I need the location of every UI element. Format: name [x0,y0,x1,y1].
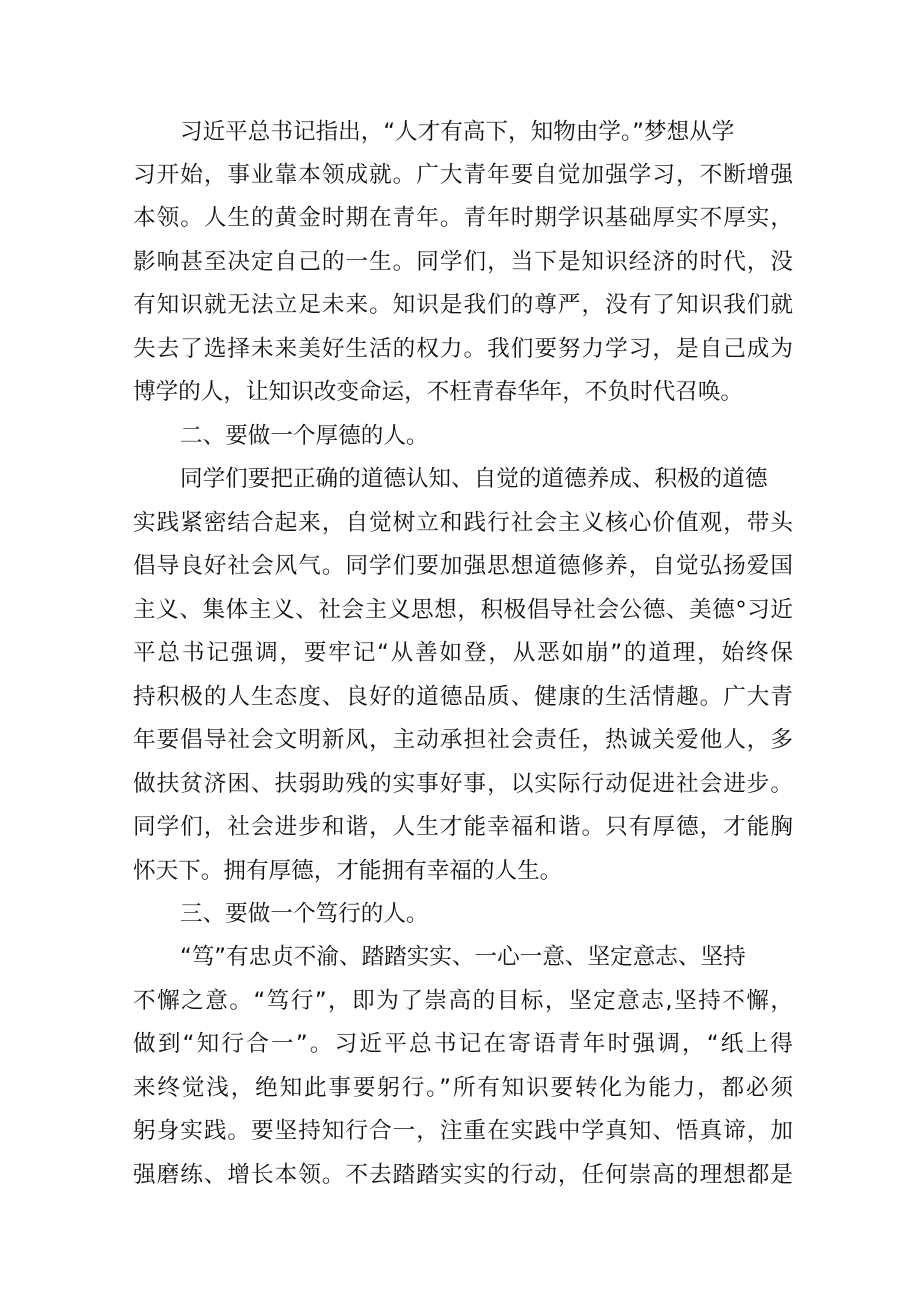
paragraph-line: 持积极的人生态度、良好的道德品质、健康的生活情趣。广大青 [133,684,793,710]
paragraph-line: 博学的人，让知识改变命运，不枉青春华年，不负时代召唤。 [133,379,744,405]
paragraph-line: 躬身实践。要坚持知行合一，注重在实践中学真知、悟真谛，加 [133,1118,793,1144]
paragraph-line: 习近平总书记指出，“人才有高下，知物由学。”梦想从学 [180,119,735,145]
paragraph-line: 实践紧密结合起来，自觉树立和践行社会主义核心价值观，带头 [133,510,793,536]
paragraph-line: 强磨练、增长本领。不去踏踏实实的行动，任何崇高的理想都是 [133,1162,793,1188]
paragraph-line: 年要倡导社会文明新风，主动承担社会责任，热诚关爱他人，多 [133,727,793,753]
paragraph-line: 同学们，社会进步和谐，人生才能幸福和谐。只有厚德，才能胸 [133,814,793,840]
paragraph-line: 本领。人生的黄金时期在青年。青年时期学识基础厚实不厚实， [133,205,793,231]
paragraph-line: 主义、集体主义、社会主义思想，积极倡导社会公德、美德°习近 [133,597,793,623]
paragraph-line: 有知识就无法立足未来。知识是我们的尊严，没有了知识我们就 [133,292,793,318]
paragraph-line: 影响甚至决定自己的一生。同学们，当下是知识经济的时代，没 [133,249,793,275]
paragraph-line: 来终觉浅，绝知此事要躬行。”所有知识要转化为能力，都必须 [133,1075,793,1101]
paragraph-line: 失去了选择未来美好生活的权力。我们要努力学习，是自己成为 [133,336,793,362]
paragraph-line: 同学们要把正确的道德认知、自觉的道德养成、积极的道德 [180,466,768,492]
paragraph-line: 倡导良好社会风气。同学们要加强思想道德修养，自觉弘扬爱国 [133,553,793,579]
paragraph-line: 不懈之意。“笃行”，即为了崇高的目标，坚定意志,坚持不懈， [133,988,793,1014]
paragraph-line: 平总书记强调，要牢记“从善如登，从恶如崩”的道理，始终保 [133,640,793,666]
section-heading: 三、要做一个笃行的人。 [180,901,429,927]
paragraph-line: 做扶贫济困、扶弱助残的实事好事，以实际行动促进社会进步。 [133,771,793,797]
paragraph-line: “笃”有忠贞不渝、踏踏实实、一心一意、坚定意志、坚持 [180,944,746,970]
section-heading: 二、要做一个厚德的人。 [180,423,429,449]
paragraph-line: 怀天下。拥有厚德，才能拥有幸福的人生。 [133,858,563,884]
paragraph-line: 习开始，事业靠本领成就。广大青年要自觉加强学习，不断增强 [133,162,793,188]
paragraph-line: 做到“知行合一”。习近平总书记在寄语青年时强调，“纸上得 [133,1031,793,1057]
